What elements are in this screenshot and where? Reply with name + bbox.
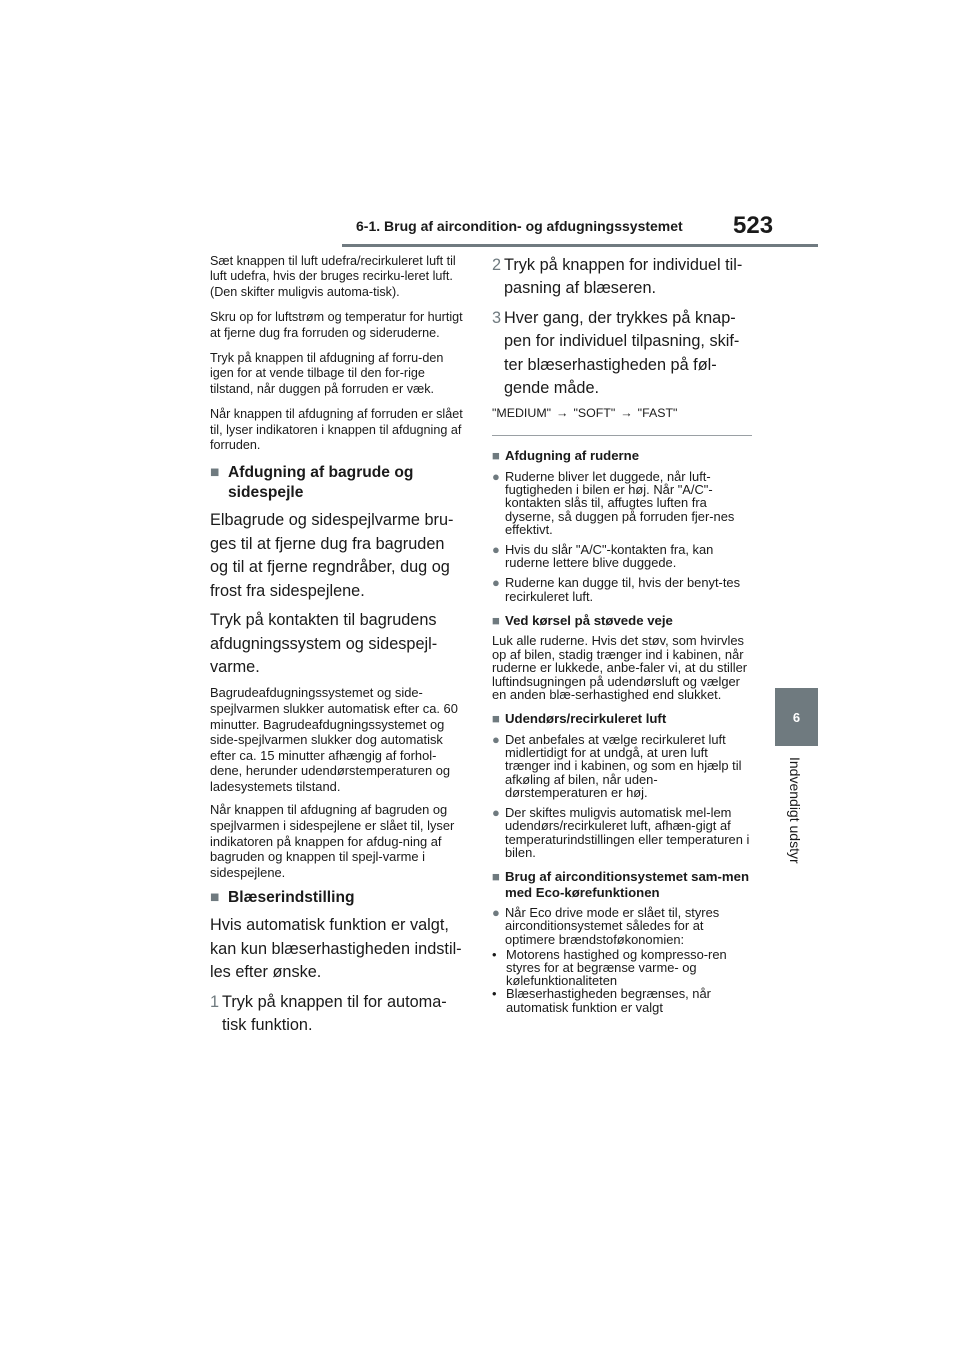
list-item-text: Der skiftes muligvis automatisk mel-lem udendørs/recirkuleret luft, afhæn-gigt af temperaturindstillingen eller temperaturen i bilen.	[505, 805, 750, 860]
dot-bullet-icon: •	[492, 946, 497, 962]
chapter-label: Indvendigt udstyr	[787, 757, 803, 864]
list-item	[492, 733, 752, 799]
paragraph: Tryk på kontakten til bagrudens afdugningssystem og sidespejl-varme.	[210, 611, 438, 676]
arrow-right-icon: →	[620, 406, 633, 421]
step-number: 1	[210, 992, 220, 1011]
sub-list-item-text: Motorens hastighed og kompresso-ren styres for at begrænse varme- og kølefunktionaliteten	[506, 946, 727, 989]
section-heading	[210, 888, 464, 908]
square-bullet-icon: ■	[492, 868, 500, 884]
step-text: Tryk på knappen til for automa-tisk funktion.	[222, 992, 447, 1035]
step-number: 2	[492, 256, 502, 274]
right-column	[492, 254, 752, 1014]
paragraph: Elbagrude og sidespejlvarme bru-ges til at fjerne dug fra bagruden og til at fjerne regndråber, dug og frost fra sidespejlene.	[210, 511, 454, 600]
info-heading	[492, 869, 752, 900]
list-item	[492, 470, 752, 536]
circle-bullet-icon: ●	[492, 469, 500, 485]
list-item	[492, 906, 752, 946]
circle-bullet-icon: ●	[492, 805, 500, 821]
list-item-text: Det anbefales at vælge recirkuleret luft midlertidigt for at undgå, at uren luft trænger ind i kabinen, og som en hjælp til afkøling af bilen, når uden-dørstemperaturen er høj.	[505, 732, 742, 800]
circle-bullet-icon: ●	[492, 575, 500, 591]
sub-list-item	[492, 948, 752, 988]
section-heading-text: Afdugning af bagrude og sidespejle	[228, 464, 414, 502]
info-heading-text: Udendørs/recirkuleret luft	[505, 711, 667, 727]
header-divider	[342, 244, 818, 247]
list-item	[492, 543, 752, 569]
arrow-right-icon: →	[556, 406, 569, 421]
circle-bullet-icon: ●	[492, 542, 500, 558]
paragraph: Hvis automatisk funktion er valgt, kan kun blæserhastigheden indstil-les efter ønske.	[210, 916, 462, 982]
chapter-tab	[775, 688, 818, 746]
square-bullet-icon: ■	[492, 711, 500, 727]
list-item-text: Hvis du slår "A/C"-kontakten fra, kan ruderne lettere blive duggede.	[505, 542, 714, 571]
info-heading	[492, 711, 752, 727]
info-heading-text: Afdugning af ruderne	[505, 448, 640, 464]
left-column	[210, 254, 464, 1043]
list-item	[492, 576, 752, 602]
square-bullet-icon: ■	[210, 464, 220, 482]
sequence-item: "SOFT"	[573, 406, 616, 421]
step-text: Hver gang, der trykkes på knap-pen for individuel tilpasning, skif-ter blæserhastigheden på føl-gende måde.	[504, 308, 740, 398]
dot-bullet-icon: •	[492, 986, 497, 1002]
paragraph: Luk alle ruderne. Hvis det støv, som hvirvles op af bilen, stadig trænger ind i kabinen, når ruderne er lukkede, anbe-faler vi, at du stiller luftindsugningen på udendørsluft og vælger en anden blæ-serhastighed end slukket.	[492, 633, 748, 703]
sequence-item: "FAST"	[637, 406, 678, 421]
sub-list-item-text: Blæserhastigheden begrænses, når automatisk funktion er valgt	[506, 986, 711, 1015]
list-item-text: Ruderne kan dugge til, hvis der benyt-tes recirkuleret luft.	[505, 575, 741, 604]
list-item-text: Når Eco drive mode er slået til, styres airconditionsystemet således for at optimere brændstoføkonomien:	[505, 905, 720, 947]
square-bullet-icon: ■	[210, 889, 220, 907]
list-item-text: Ruderne bliver let duggede, når luft-fugtigheden i bilen er høj. Når "A/C"-kontakten slås til, affugtes luften fra dyserne, så duggen på forruden fjer-nes effektivt.	[505, 469, 735, 537]
paragraph: Tryk på knappen til afdugning af forru-den igen for at vende tilbage til den for-rige tilstand, når duggen på forruden er væk.	[210, 351, 444, 396]
circle-bullet-icon: ●	[492, 732, 500, 748]
section-title: 6-1. Brug af aircondition- og afdugningssystemet	[356, 218, 683, 234]
section-heading-text: Blæserindstilling	[228, 889, 355, 907]
info-heading-text: Brug af airconditionsystemet sam-men med Eco-kørefunktionen	[505, 868, 750, 900]
paragraph: Når knappen til afdugning af bagruden og spejlvarmen i sidespejlene er slået til, lyser indikatoren på knappen for afdug-ning af bagruden og knappen til spejl-varme i sidespejlene.	[210, 802, 455, 880]
circle-bullet-icon: ●	[492, 905, 500, 921]
sub-list-item	[492, 987, 752, 1013]
info-heading	[492, 448, 752, 464]
sequence-item: "MEDIUM"	[492, 406, 552, 421]
paragraph: Skru op for luftstrøm og temperatur for hurtigt at fjerne dug fra forruden og sideruderne.	[210, 310, 463, 340]
paragraph: Når knappen til afdugning af forruden er slået til, lyser indikatoren i knappen til afdugning af forruden.	[210, 407, 463, 453]
section-heading	[210, 463, 464, 503]
step-text: Tryk på knappen for individuel til-pasning af blæseren.	[504, 256, 743, 298]
step-item	[210, 991, 464, 1038]
list-item	[492, 806, 752, 859]
step-item	[492, 254, 752, 301]
paragraph: Sæt knappen til luft udefra/recirkuleret luft til luft udefra, hvis der bruges recirku-leret luft. (Den skifter muligvis automa-tisk).	[210, 254, 456, 299]
square-bullet-icon: ■	[492, 448, 500, 464]
chapter-number: 6	[792, 709, 801, 725]
step-item	[492, 307, 752, 401]
info-heading	[492, 613, 752, 629]
divider	[492, 435, 752, 436]
paragraph: Bagrudeafdugningssystemet og side-spejlvarmen slukker automatisk efter ca. 60 minutter. Bagrudeafdugningssystemet og side-spejlvarmen slukker dog automatisk efter ca. 15 minutter afhængig af forhol-dene, herunder udendørstemperaturen og ladesystemets tilstand.	[210, 685, 458, 794]
page-number: 523	[733, 212, 774, 239]
step-number: 3	[492, 308, 502, 327]
fan-speed-sequence	[492, 406, 752, 421]
square-bullet-icon: ■	[492, 612, 500, 628]
info-heading-text: Ved kørsel på støvede veje	[505, 612, 673, 628]
